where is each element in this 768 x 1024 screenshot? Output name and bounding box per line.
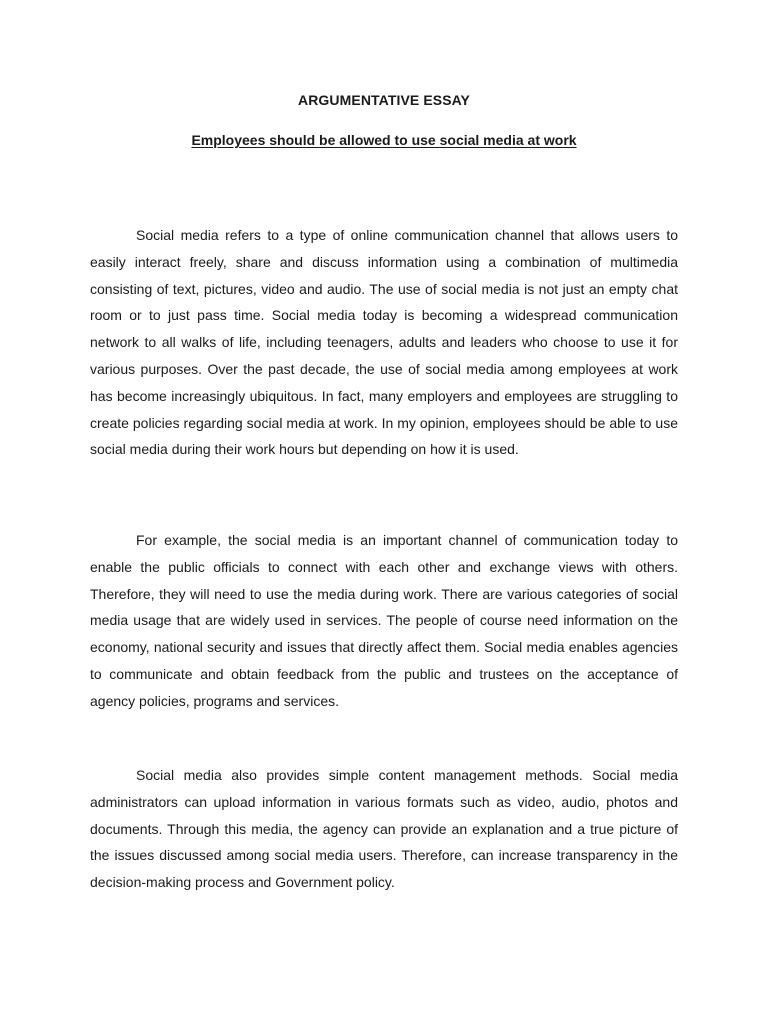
body-paragraph-3: Social media also provides simple content management methods. Social media administrators can upload information in various formats such as video, audio, photos and documents. Through this media, the agency can provide an explanation and a true picture of the issues discussed among social media users. Therefore, can increase transparency in the decision-making process and Government policy.	[90, 767, 678, 891]
essay-thesis-heading: Employees should be allowed to use social media at work	[191, 132, 577, 148]
body-paragraph-2: For example, the social media is an important channel of communication today to enable the public officials to connect with each other and exchange views with others. Therefore, they will need to use the media during work. There are various categories of social media usage that are widely used in services. The people of course need information on the economy, national security and issues that directly affect them. Social media enables agencies to communicate and obtain feedback from the public and trustees on the acceptance of agency policies, programs and services.	[90, 532, 678, 709]
body-paragraph-1: Social media refers to a type of online communication channel that allows users to easily interact freely, share and discuss information using a combination of multimedia consisting of text, pictures, video and audio. The use of social media is not just an empty chat room or to just pass time. Social media today is becoming a widespread communication network to all walks of life, including teenagers, adults and leaders who choose to use it for various purposes. Over the past decade, the use of social media among employees at work has become increasingly ubiquitous. In fact, many employers and employees are struggling to create policies regarding social media at work. In my opinion, employees should be able to use social media during their work hours but depending on how it is used.	[90, 227, 678, 458]
page-title: ARGUMENTATIVE ESSAY	[298, 92, 470, 108]
